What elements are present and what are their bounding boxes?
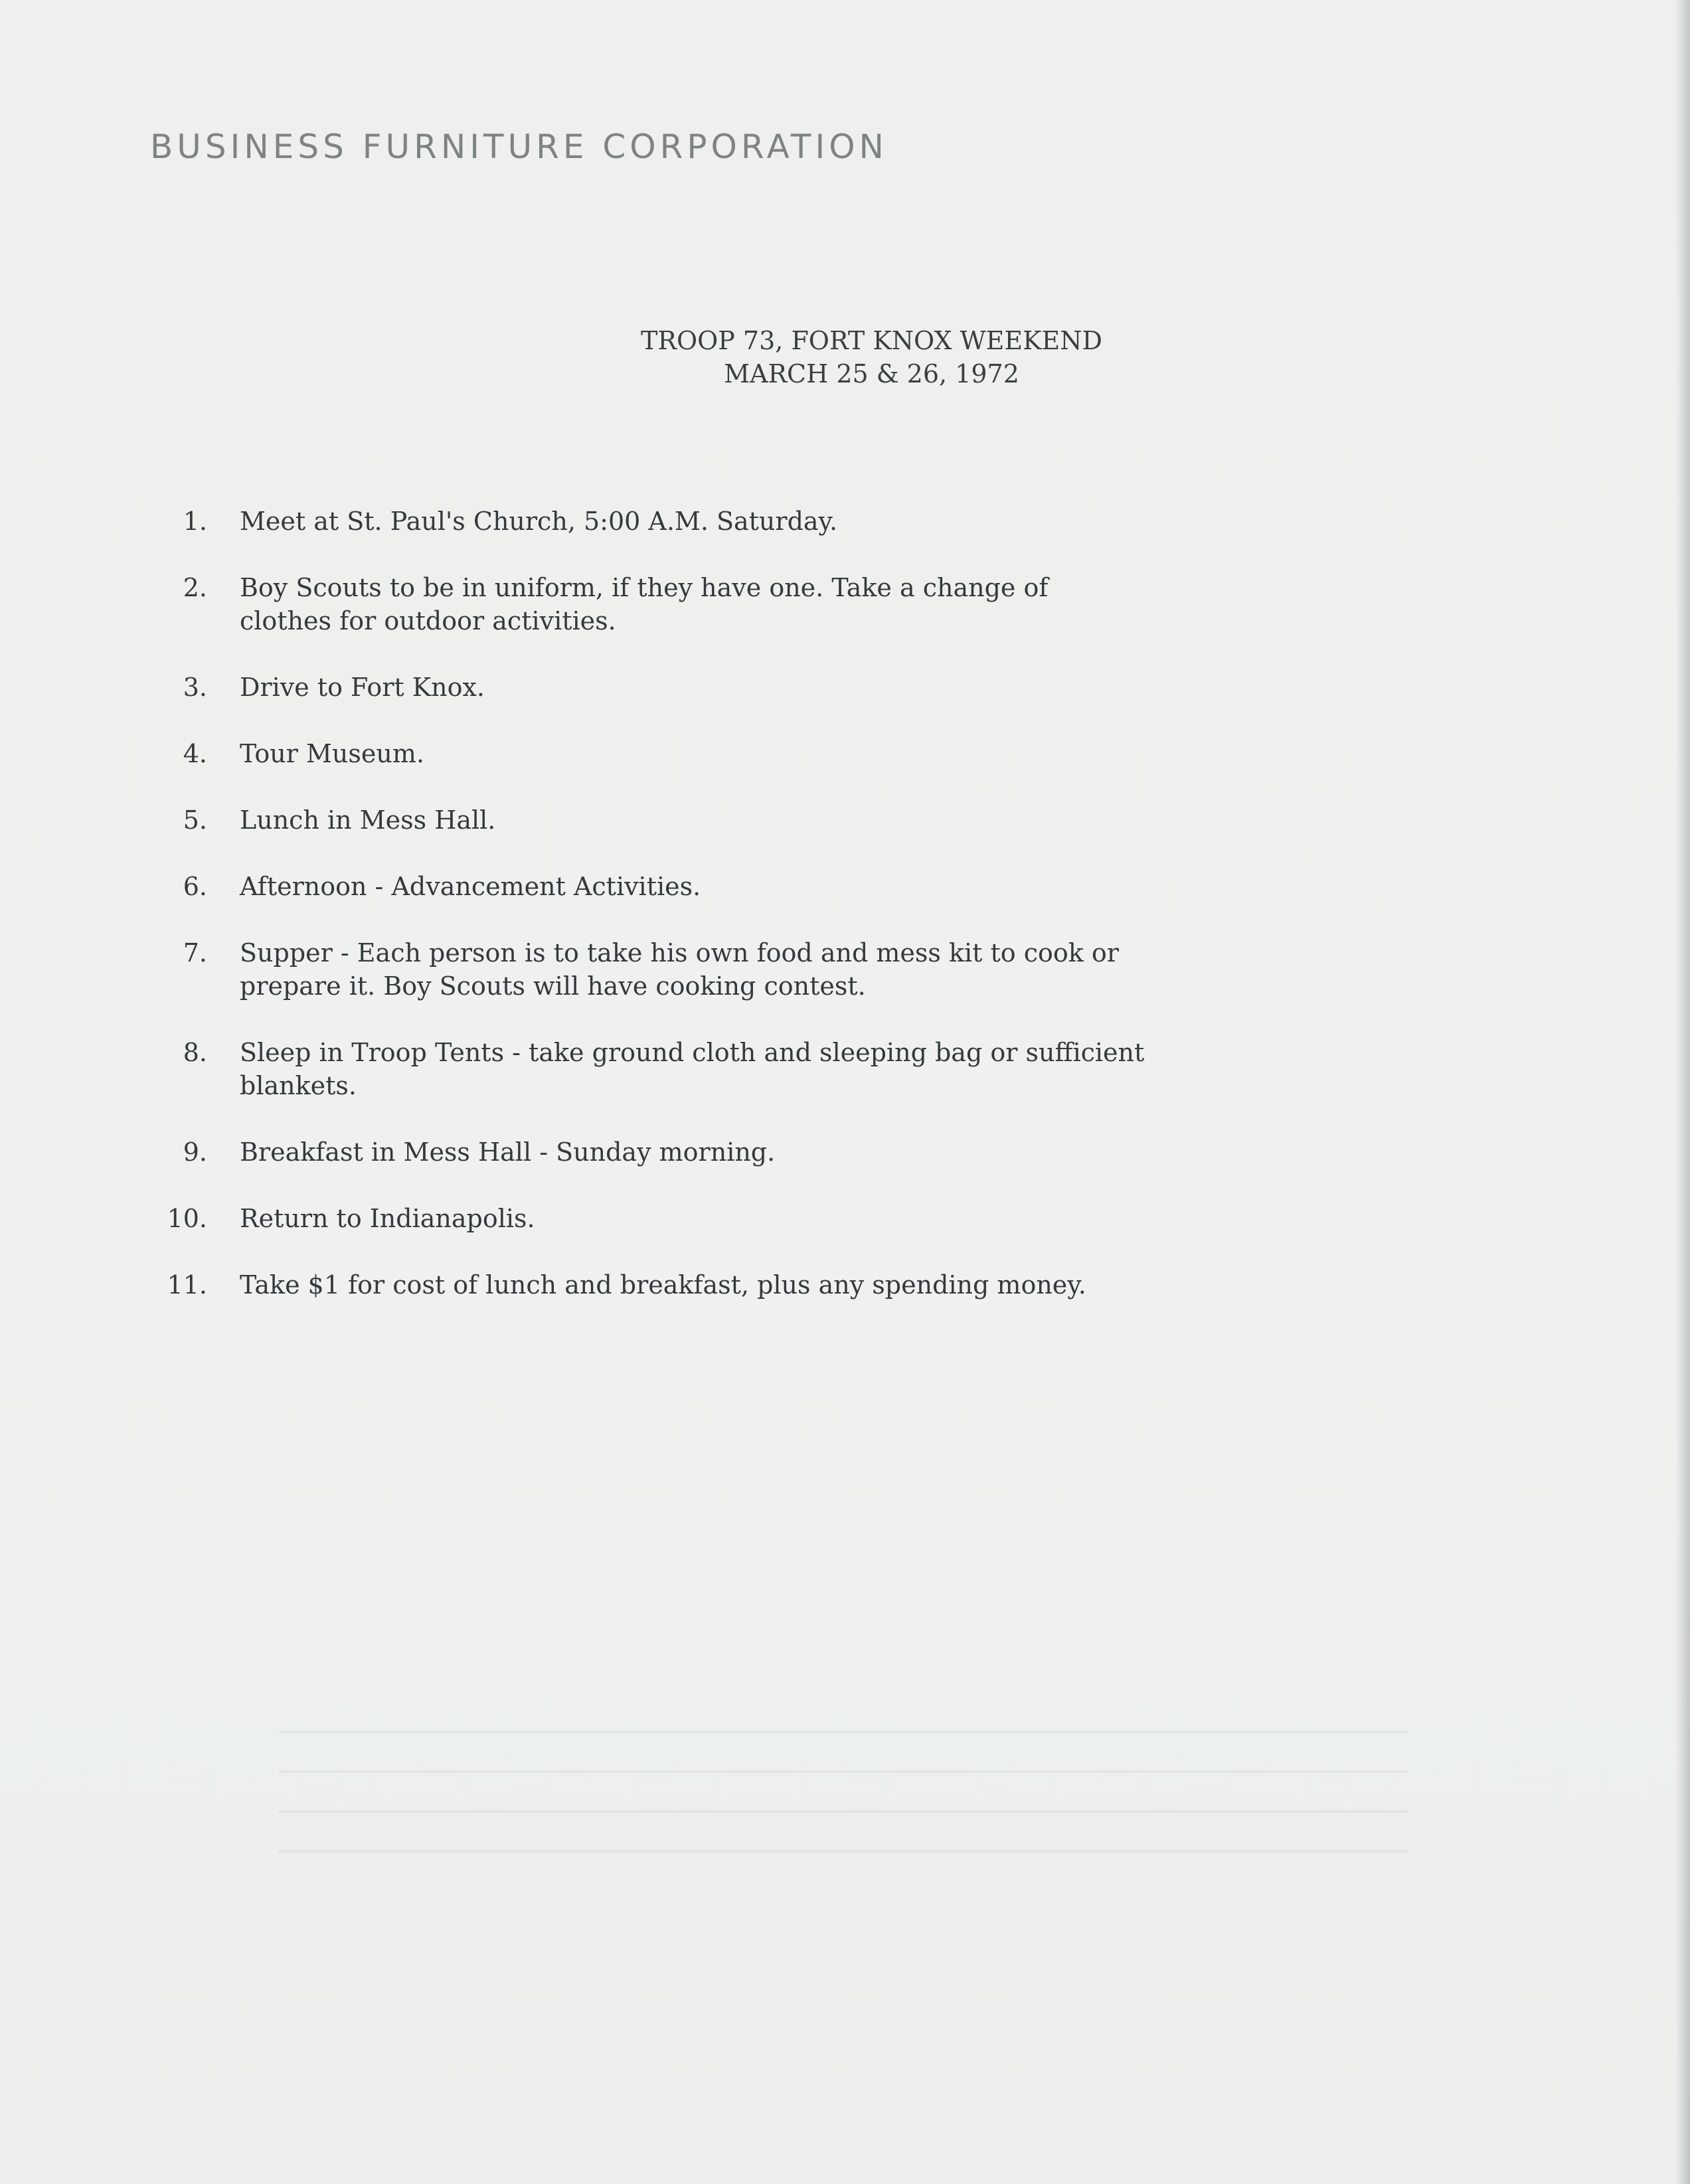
item-number: 2. — [183, 573, 207, 602]
item-text: Drive to Fort Knox. — [240, 673, 485, 702]
item-number: 5. — [183, 805, 207, 835]
item-text: Tour Museum. — [240, 739, 424, 768]
item-text: Meet at St. Paul's Church, 5:00 A.M. Saturday. — [240, 507, 838, 536]
item-number: 9. — [183, 1137, 207, 1167]
itinerary-list — [153, 505, 1547, 1335]
list-item — [153, 671, 1547, 704]
list-item — [153, 1036, 1547, 1102]
document-title-block — [27, 324, 1690, 390]
item-text: Return to Indianapolis. — [240, 1204, 535, 1233]
list-item — [153, 1268, 1547, 1302]
item-text: Afternoon - Advancement Activities. — [240, 872, 701, 901]
list-item — [153, 737, 1547, 770]
item-text: Lunch in Mess Hall. — [240, 805, 496, 835]
bleed-line — [279, 1730, 1408, 1733]
item-number: 10. — [167, 1204, 207, 1233]
bleed-line — [279, 1850, 1408, 1853]
item-number: 3. — [183, 673, 207, 702]
document-date: MARCH 25 & 26, 1972 — [724, 359, 1019, 388]
item-text: Take $1 for cost of lunch and breakfast, plus any spending money. — [240, 1270, 1086, 1300]
list-item — [153, 1135, 1547, 1169]
list-item — [153, 1202, 1547, 1235]
bleed-line — [279, 1810, 1408, 1813]
document-title: TROOP 73, FORT KNOX WEEKEND — [641, 326, 1102, 355]
item-number: 7. — [183, 938, 207, 967]
item-number: 1. — [183, 507, 207, 536]
item-number: 11. — [167, 1270, 207, 1300]
item-text: Boy Scouts to be in uniform, if they have one. Take a change of clothes for outdoor activities. — [240, 573, 1049, 635]
item-number: 4. — [183, 739, 207, 768]
item-text: Breakfast in Mess Hall - Sunday morning. — [240, 1137, 776, 1167]
bleed-line — [279, 1770, 1408, 1773]
list-item — [153, 571, 1547, 637]
item-text: Supper - Each person is to take his own food and mess kit to cook or prepare it. Boy Scouts will have cooking contest. — [240, 938, 1119, 1001]
bleed-through-marks — [279, 1693, 1408, 2052]
list-item — [153, 505, 1547, 538]
item-number: 6. — [183, 872, 207, 901]
item-number: 8. — [183, 1038, 207, 1067]
list-item — [153, 936, 1547, 1003]
item-text: Sleep in Troop Tents - take ground cloth and sleeping bag or sufficient blankets. — [240, 1038, 1145, 1100]
letterhead-company: BUSINESS FURNITURE CORPORATION — [150, 127, 888, 166]
list-item — [153, 803, 1547, 837]
list-item — [153, 870, 1547, 903]
